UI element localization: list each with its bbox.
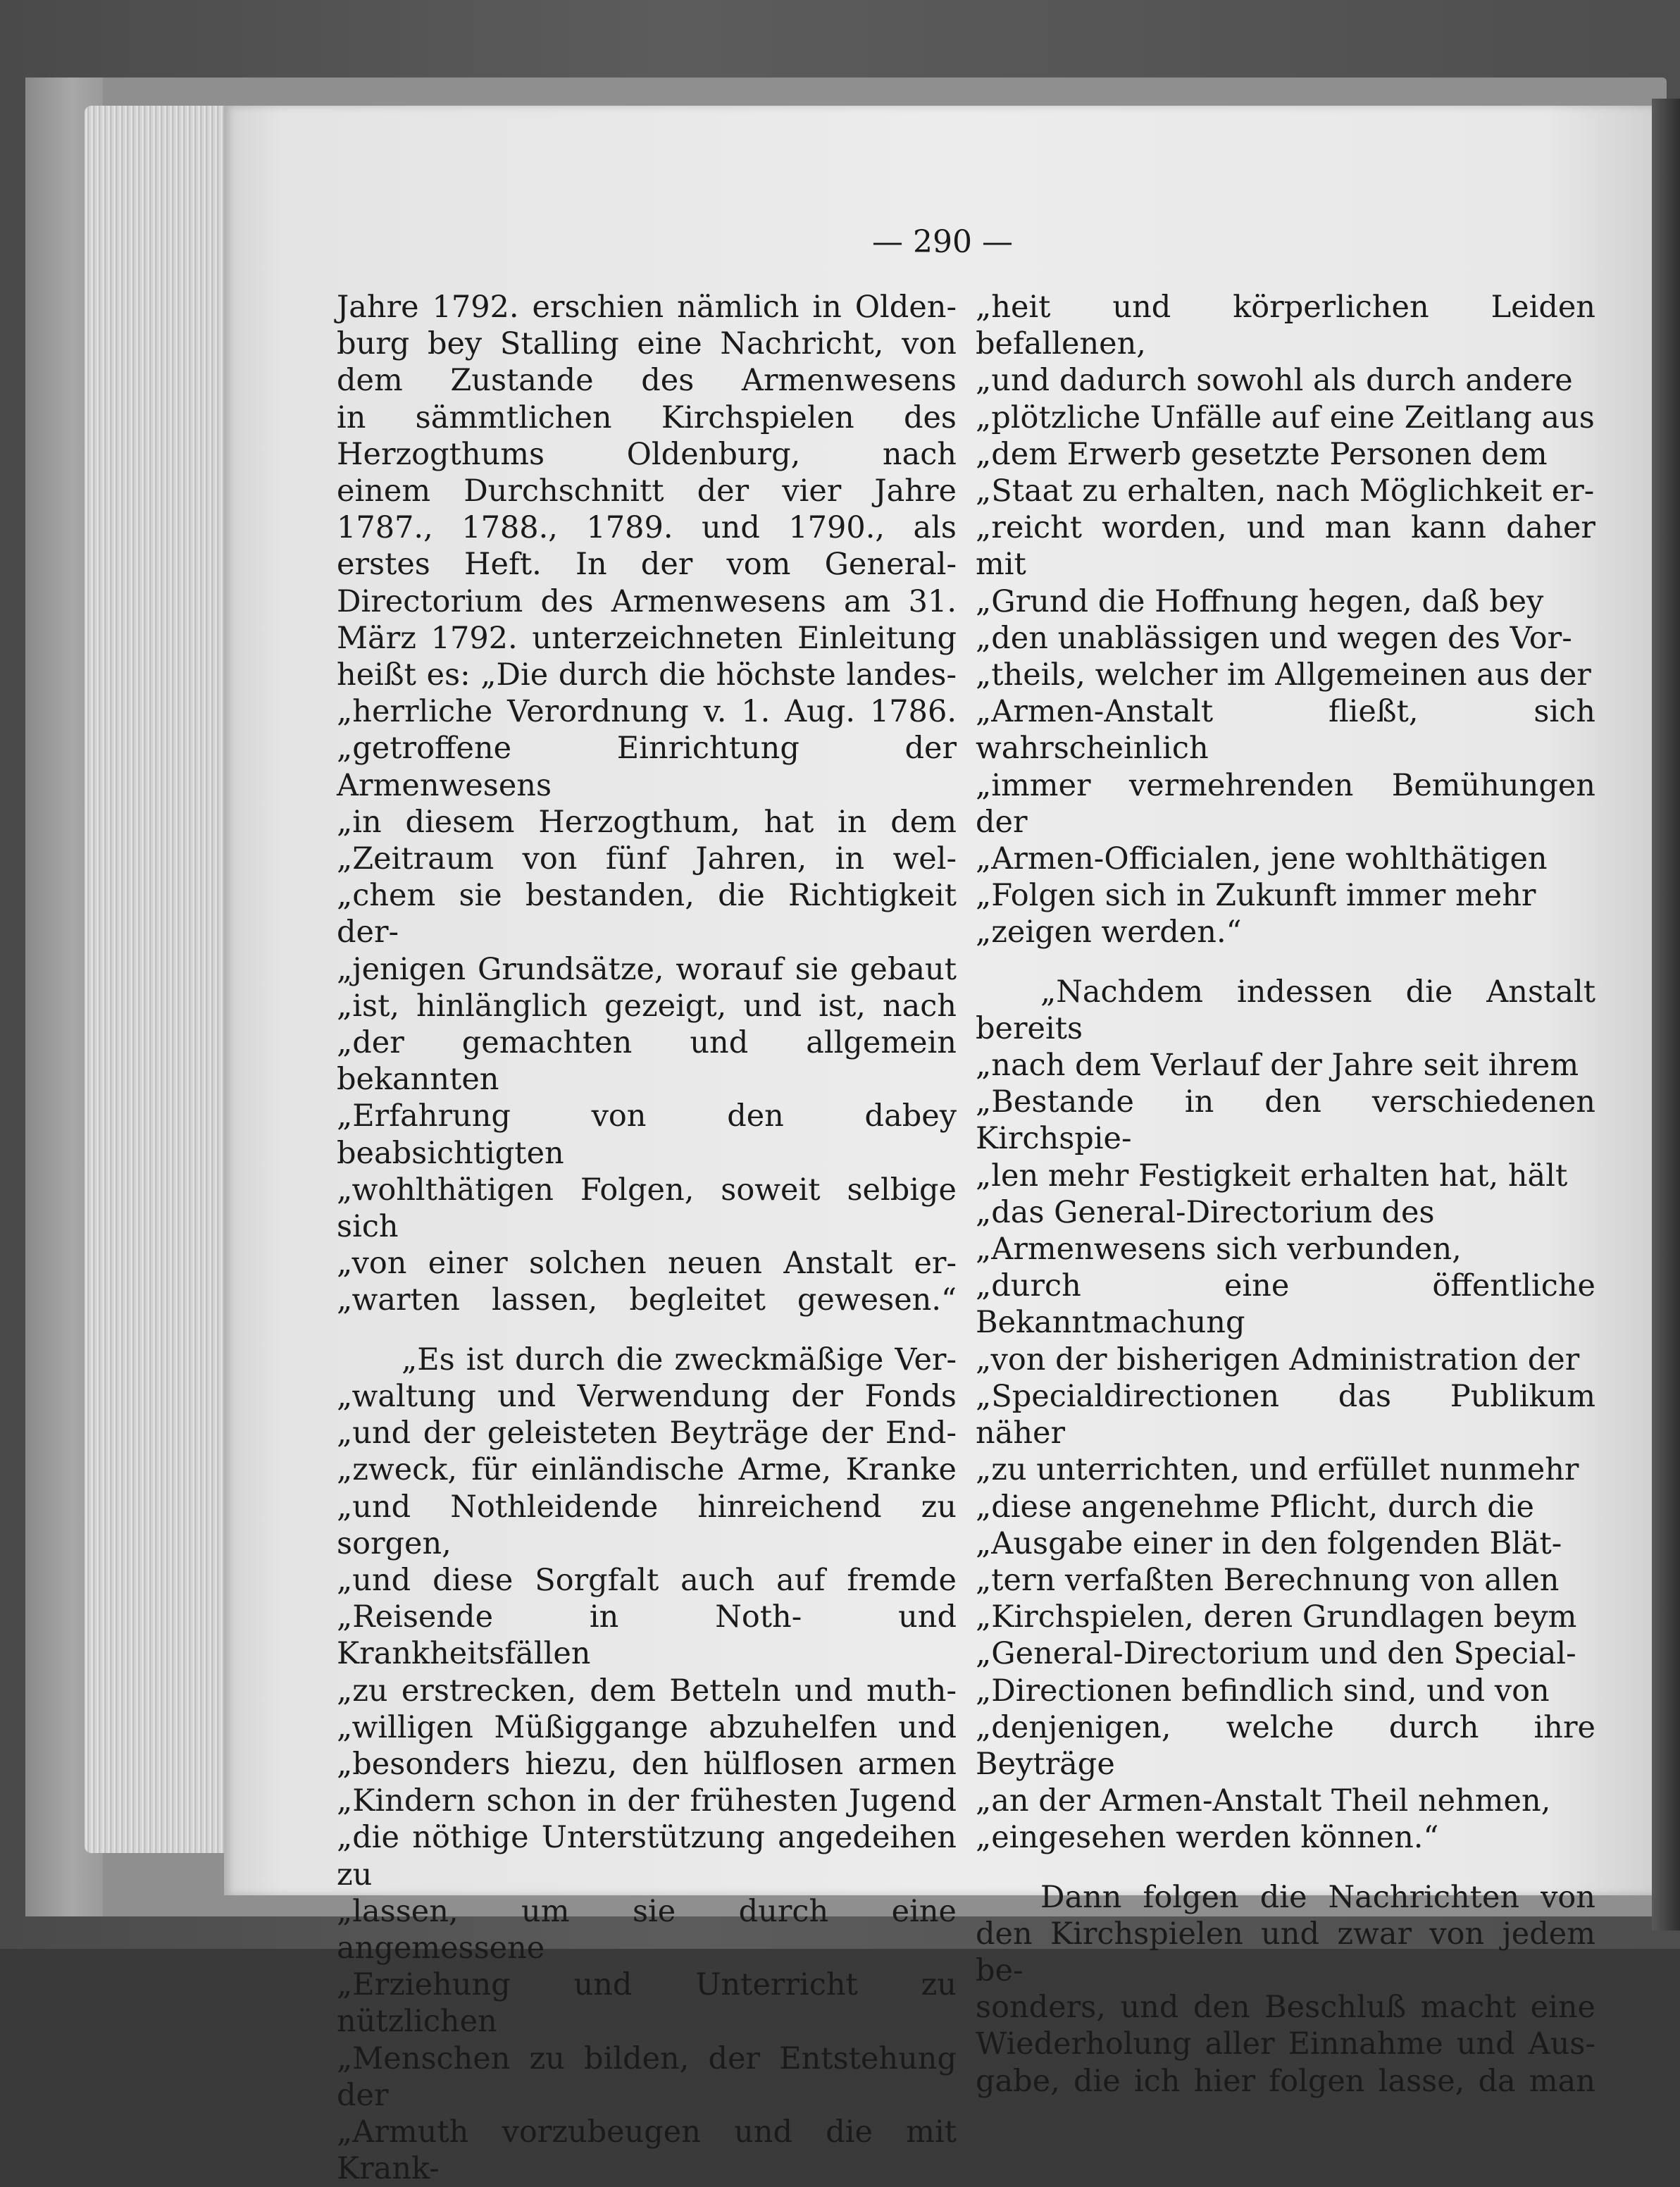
page-edges — [85, 106, 247, 1853]
right-paragraph-2: „Nachdem indessen die Anstalt bereits „nach dem Verlauf der Jahre seit ihrem „Bestande in den verschiedenen Kirchspie- „len mehr Festigkeit erhalten hat, hält „das General-Directorium des „Armenwesens sich verbunden, „durch eine öffentliche Bekanntmachung „von der bisherigen Administration der „Specialdirectionen das Publikum näher „zu unterrichten, und erfüllet nunmehr „diese angenehme Pflicht, durch die „Ausgabe einer in den folgenden Blät- „tern verfaßten Berechnung von allen „Kirchspielen, deren Grundlagen beym „General-Directorium und den Special- „Directionen befindlich sind, und von „denjenigen, welche durch ihre Beyträge „an der Armen-Anstalt Theil nehmen, „eingesehen werden können.“ — [976, 974, 1595, 1856]
left-paragraph-1: Jahre 1792. erschien nämlich in Olden- burg bey Stalling eine Nachricht, von dem Zustande des Armenwesens in sämmtlichen Kirchspielen des Herzogthums Oldenburg, nach einem Durchschnitt der vier Jahre 1787., 1788., 1789. und 1790., als erstes Heft. In der vom General- Directorium des Armenwesens am 31. März 1792. unterzeichneten Einleitung heißt es: „Die durch die höchste landes- „herrliche Verordnung v. 1. Aug. 1786. „getroffene Einrichtung der Armenwesens „in diesem Herzogthum, hat in dem „Zeitraum von fünf Jahren, in wel- „chem sie bestanden, die Richtigkeit der- „jenigen Grundsätze, worauf sie gebaut „ist, hinlänglich gezeigt, und ist, nach „der gemachten und allgemein bekannten „Erfahrung von den dabey beabsichtigten „wohlthätigen Folgen, soweit selbige sich „von einer solchen neuen Anstalt er- „warten lassen, begleitet gewesen.“ — [337, 290, 957, 1318]
right-paragraph-3: Dann folgen die Nachrichten von den Kirchspielen und zwar von jedem be- sonders, und den Beschluß macht eine Wiederholung aller Einnahme und Aus- gabe, die ich hier folgen lasse, da man — [976, 1879, 1595, 2099]
left-paragraph-2: „Es ist durch die zweckmäßige Ver- „waltung und Verwendung der Fonds „und der geleisteten Beyträge der End- „zweck, für einländische Arme, Kranke „und Nothleidende hinreichend zu sorgen, „und diese Sorgfalt auch auf fremde „Reisende in Noth- und Krankheitsfällen „zu erstrecken, dem Betteln und muth- „willigen Müßiggange abzuhelfen und „besonders hiezu, den hülflosen armen „Kindern schon in der frühesten Jugend „die nöthige Unterstützung angedeihen zu „lassen, um sie durch eine angemessene „Erziehung und Unterricht zu nützlichen „Menschen zu bilden, der Entstehung der „Armuth vorzubeugen und die mit Krank- — [337, 1342, 957, 2187]
left-column — [337, 289, 957, 2187]
page-number: — 290 — — [872, 224, 1013, 260]
book-gutter — [1652, 99, 1680, 1931]
right-column — [976, 289, 1595, 2100]
right-paragraph-1: „heit und körperlichen Leiden befallenen, „und dadurch sowohl als durch andere „plötzliche Unfälle auf eine Zeitlang aus „dem Erwerb gesetzte Personen dem „Staat zu erhalten, nach Möglichkeit er- „reicht worden, und man kann daher mit „Grund die Hoffnung hegen, daß bey „den unablässigen und wegen des Vor- „theils, welcher im Allgemeinen aus der „Armen-Anstalt fließt, sich wahrscheinlich „immer vermehrenden Bemühungen der „Armen-Officialen, jene wohlthätigen „Folgen sich in Zukunft immer mehr „zeigen werden.“ — [976, 290, 1595, 950]
